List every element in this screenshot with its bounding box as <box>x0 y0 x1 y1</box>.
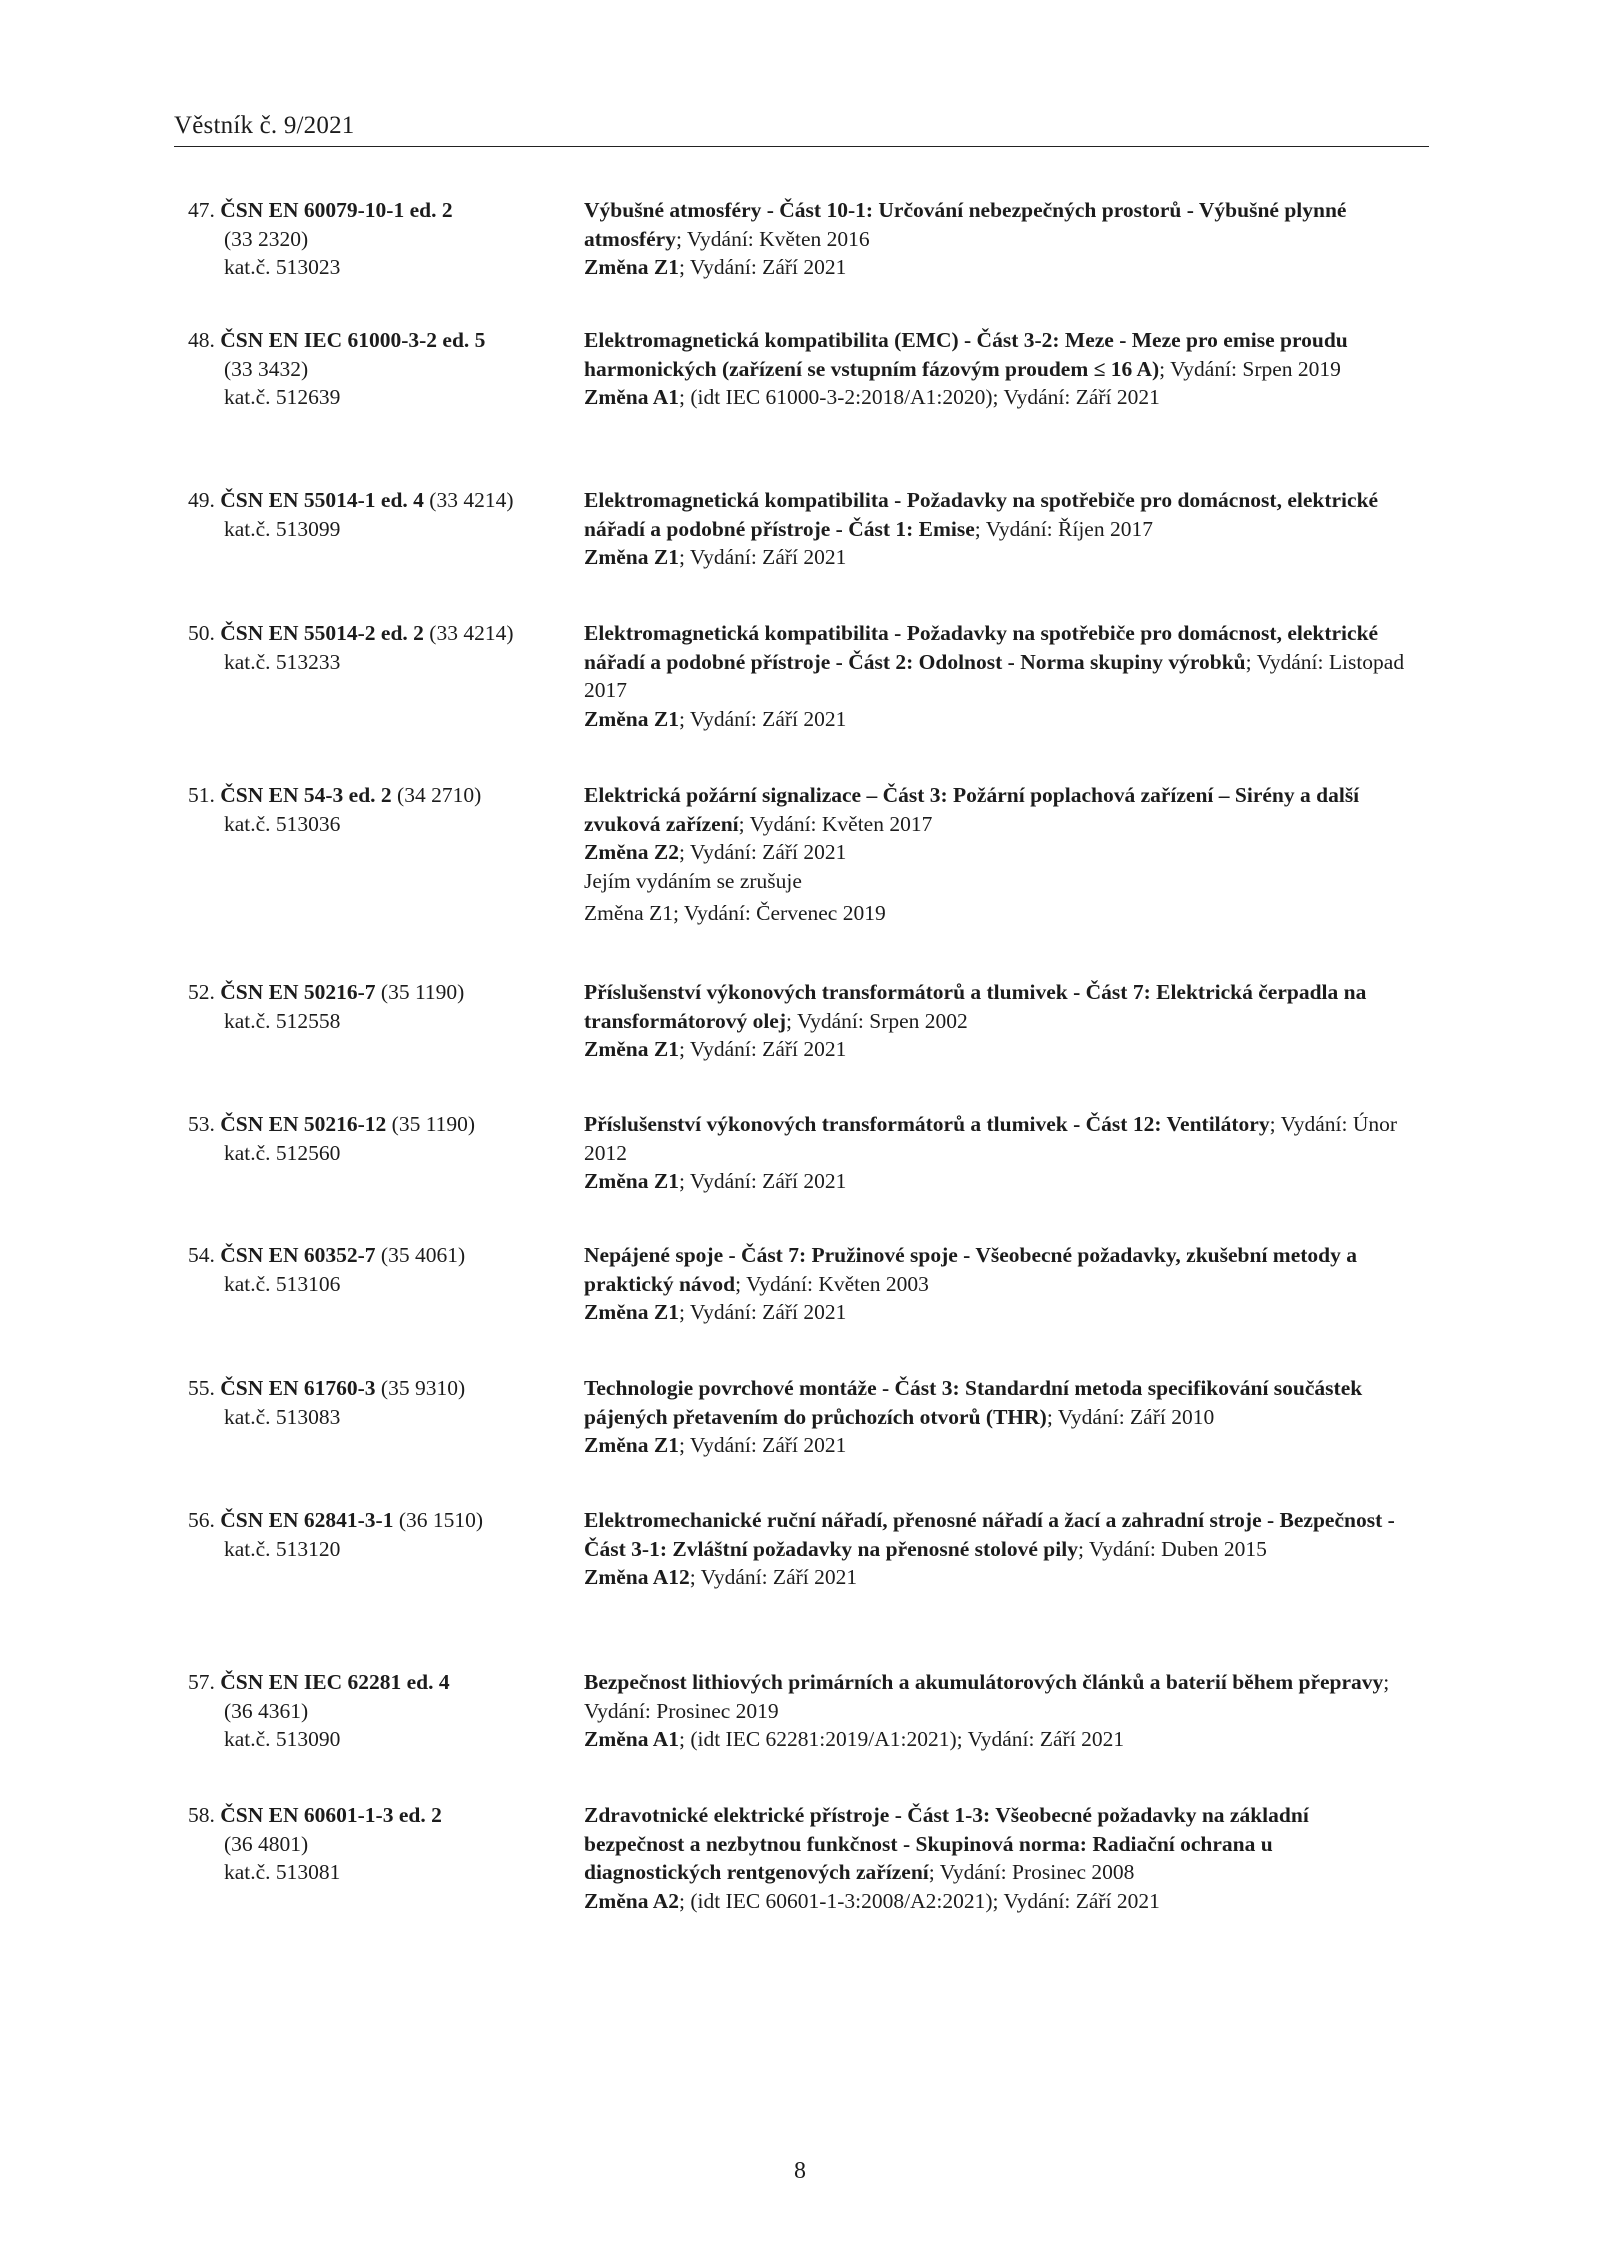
catalog-number: kat.č. 513099 <box>224 516 341 541</box>
catalog-number: kat.č. 512558 <box>224 1008 341 1033</box>
change-date: ; Vydání: Září 2021 <box>678 545 847 570</box>
issue-date: ; Vydání: Prosinec 2019 <box>584 1670 1390 1723</box>
standard-entry <box>174 486 1414 619</box>
standard-title: Bezpečnost lithiových primárních a akumulátorových článků a baterií během přepravy <box>584 1670 1384 1694</box>
standard-title: Elektrická požární signalizace – Část 3: Požární poplachová zařízení – Sirény a další zvuková zařízení <box>584 783 1360 836</box>
change-date: ; Vydání: Září 2021 <box>678 1169 847 1194</box>
standard-identifier <box>188 1801 578 1887</box>
standard-description <box>584 1801 1414 1915</box>
entry-number: 53. <box>188 1112 215 1136</box>
standard-entry <box>174 196 1414 326</box>
catalog-number: kat.č. 513120 <box>224 1536 341 1561</box>
standard-description <box>584 486 1414 572</box>
change-date: ; Vydání: Září 2021 <box>678 255 847 280</box>
entry-number: 47. <box>188 198 215 222</box>
standard-entry <box>174 619 1414 781</box>
standard-title: Elektromagnetická kompatibilita - Požadavky na spotřebiče pro domácnost, elektrické nářadí a podobné přístroje - Část 1: Emise <box>584 488 1379 541</box>
standard-description <box>584 1241 1414 1327</box>
standard-identifier <box>188 1374 578 1431</box>
cancelled-change: Změna Z1; Vydání: Červenec 2019 <box>584 901 886 926</box>
catalog-number: kat.č. 513036 <box>224 811 341 836</box>
standard-title: Příslušenství výkonových transformátorů a tlumivek - Část 7: Elektrická čerpadla na transformátorový olej <box>584 980 1367 1033</box>
entry-number: 51. <box>188 783 215 807</box>
entry-number: 52. <box>188 980 215 1004</box>
standard-code: ČSN EN 50216-7 <box>220 980 376 1004</box>
class-code: (33 3432) <box>224 356 309 381</box>
standard-code: ČSN EN IEC 61000-3-2 ed. 5 <box>220 328 486 352</box>
change-label: Změna Z1 <box>584 255 679 280</box>
issue-date: ; Vydání: Květen 2016 <box>675 226 870 251</box>
standard-code: ČSN EN 55014-2 ed. 2 <box>220 621 424 645</box>
catalog-number: kat.č. 513083 <box>224 1404 341 1429</box>
issue-date: ; Vydání: Prosinec 2008 <box>928 1860 1135 1885</box>
issue-date: ; Vydání: Listopad 2017 <box>584 649 1405 703</box>
standard-title: Technologie povrchové montáže - Část 3: Standardní metoda specifikování součástek pájených přetavením do průchozích otvorů (THR) <box>584 1376 1363 1429</box>
change-date: ; Vydání: Září 2021 <box>678 1037 847 1062</box>
entry-number: 48. <box>188 328 215 352</box>
entry-number: 49. <box>188 488 215 512</box>
standard-code: ČSN EN 55014-1 ed. 4 <box>220 488 424 512</box>
standard-description <box>584 1668 1414 1754</box>
change-date: ; (idt IEC 62281:2019/A1:2021); Vydání: Září 2021 <box>678 1727 1125 1752</box>
standard-code: ČSN EN 61760-3 <box>220 1376 376 1400</box>
change-label: Změna Z1 <box>584 1433 679 1458</box>
issue-date: ; Vydání: Září 2010 <box>1046 1404 1215 1429</box>
standard-identifier <box>188 196 578 282</box>
standard-title: Elektromechanické ruční nářadí, přenosné nářadí a žací a zahradní stroje - Bezpečnost - Část 3-1: Zvláštní požadavky na přenosné stolové pily <box>584 1508 1395 1561</box>
standard-entry <box>174 1374 1414 1506</box>
change-date: ; Vydání: Září 2021 <box>678 840 847 865</box>
standard-description <box>584 619 1414 733</box>
entry-number: 56. <box>188 1508 215 1532</box>
class-code: (36 4801) <box>224 1831 309 1856</box>
standard-identifier <box>188 781 578 838</box>
cancellation-note: Jejím vydáním se zrušuje <box>584 868 802 893</box>
change-label: Změna Z1 <box>584 1169 679 1194</box>
issue-date: ; Vydání: Květen 2003 <box>735 1271 929 1296</box>
standard-code: ČSN EN 50216-12 <box>220 1112 387 1136</box>
standard-description <box>584 1374 1414 1460</box>
entry-number: 55. <box>188 1376 215 1400</box>
standard-identifier <box>188 1110 578 1167</box>
standard-identifier <box>188 326 578 412</box>
catalog-number: kat.č. 512560 <box>224 1140 341 1165</box>
standard-code: ČSN EN 54-3 ed. 2 <box>220 783 392 807</box>
issue-date: ; Vydání: Říjen 2017 <box>974 516 1153 541</box>
change-label: Změna Z1 <box>584 545 679 570</box>
standard-title: Elektromagnetická kompatibilita (EMC) - Část 3-2: Meze - Meze pro emise proudu harmonických (zařízení se vstupním fázovým proudem ≤ 16 A) <box>584 328 1348 381</box>
standard-identifier <box>188 1506 578 1563</box>
change-label: Změna Z1 <box>584 1300 679 1325</box>
entry-number: 54. <box>188 1243 215 1267</box>
standard-entry <box>174 1241 1414 1374</box>
change-date: ; Vydání: Září 2021 <box>678 1300 847 1325</box>
change-label: Změna A1 <box>584 385 679 410</box>
class-code: (35 4061) <box>375 1243 466 1267</box>
class-code: (34 2710) <box>391 783 482 807</box>
standard-code: ČSN EN 60601-1-3 ed. 2 <box>220 1803 442 1827</box>
change-label: Změna Z2 <box>584 840 679 865</box>
standard-identifier <box>188 619 578 676</box>
change-label: Změna Z1 <box>584 706 679 731</box>
catalog-number: kat.č. 513081 <box>224 1860 341 1885</box>
standard-title: Nepájené spoje - Část 7: Pružinové spoje - Všeobecné požadavky, zkušební metody a praktický návod <box>584 1243 1357 1296</box>
standard-code: ČSN EN 60352-7 <box>220 1243 376 1267</box>
issue-date: ; Vydání: Srpen 2019 <box>1159 356 1341 381</box>
change-date: ; (idt IEC 60601-1-3:2008/A2:2021); Vydání: Září 2021 <box>678 1888 1160 1913</box>
catalog-number: kat.č. 513233 <box>224 649 341 674</box>
standard-title: Příslušenství výkonových transformátorů a tlumivek - Část 12: Ventilátory <box>584 1112 1270 1136</box>
standard-entry <box>174 1506 1414 1668</box>
issue-date: ; Vydání: Únor 2012 <box>584 1112 1398 1165</box>
standard-code: ČSN EN 60079-10-1 ed. 2 <box>220 198 453 222</box>
standard-identifier <box>188 1668 578 1754</box>
standard-code: ČSN EN 62841-3-1 <box>220 1508 394 1532</box>
change-label: Změna A12 <box>584 1565 690 1590</box>
standard-entry <box>174 326 1414 486</box>
change-date: ; Vydání: Září 2021 <box>678 1433 847 1458</box>
issue-date: ; Vydání: Květen 2017 <box>738 811 933 836</box>
standard-title: Výbušné atmosféry - Část 10-1: Určování nebezpečných prostorů - Výbušné plynné atmosféry <box>584 198 1347 251</box>
standard-identifier <box>188 486 578 543</box>
entry-number: 50. <box>188 621 215 645</box>
standard-description <box>584 326 1414 412</box>
class-code: (36 1510) <box>393 1508 484 1532</box>
catalog-number: kat.č. 513023 <box>224 255 341 280</box>
standard-title: Elektromagnetická kompatibilita - Požadavky na spotřebiče pro domácnost, elektrické nářadí a podobné přístroje - Část 2: Odolnost - Norma skupiny výrobků <box>584 621 1379 674</box>
entry-number: 57. <box>188 1670 215 1694</box>
standard-title: Zdravotnické elektrické přístroje - Část 1-3: Všeobecné požadavky na základní bezpečnost a nezbytnou funkčnost - Skupinová norma: Radiační ochrana u diagnostických rentgenových zařízení <box>584 1803 1309 1885</box>
page-number: 8 <box>794 2158 806 2184</box>
class-code: (35 1190) <box>386 1112 476 1136</box>
standard-entry <box>174 1110 1414 1241</box>
standards-list <box>174 196 1414 1931</box>
catalog-number: kat.č. 513090 <box>224 1727 341 1752</box>
standard-entry <box>174 781 1414 978</box>
change-date: ; Vydání: Září 2021 <box>678 706 847 731</box>
entry-number: 58. <box>188 1803 215 1827</box>
standard-description <box>584 1506 1414 1592</box>
page-header <box>174 110 1429 147</box>
change-label: Změna A2 <box>584 1888 679 1913</box>
standard-identifier <box>188 1241 578 1298</box>
standard-description <box>584 196 1414 282</box>
catalog-number: kat.č. 512639 <box>224 385 341 410</box>
change-date: ; Vydání: Září 2021 <box>689 1565 858 1590</box>
change-label: Změna A1 <box>584 1727 679 1752</box>
standard-description <box>584 1110 1414 1196</box>
class-code: (33 4214) <box>423 488 514 512</box>
issue-date: ; Vydání: Duben 2015 <box>1077 1536 1267 1561</box>
class-code: (35 9310) <box>375 1376 466 1400</box>
bulletin-title: Věstník č. 9/2021 <box>174 112 355 139</box>
change-date: ; (idt IEC 61000-3-2:2018/A1:2020); Vydání: Září 2021 <box>678 385 1160 410</box>
catalog-number: kat.č. 513106 <box>224 1271 341 1296</box>
standard-entry <box>174 1668 1414 1801</box>
standard-description <box>584 978 1414 1064</box>
class-code: (33 4214) <box>423 621 514 645</box>
standard-description <box>584 781 1414 928</box>
class-code: (35 1190) <box>375 980 465 1004</box>
standard-entry <box>174 1801 1414 1931</box>
change-label: Změna Z1 <box>584 1037 679 1062</box>
class-code: (36 4361) <box>224 1698 309 1723</box>
issue-date: ; Vydání: Srpen 2002 <box>786 1008 968 1033</box>
standard-identifier <box>188 978 578 1035</box>
standard-code: ČSN EN IEC 62281 ed. 4 <box>220 1670 450 1694</box>
standard-entry <box>174 978 1414 1110</box>
class-code: (33 2320) <box>224 226 309 251</box>
